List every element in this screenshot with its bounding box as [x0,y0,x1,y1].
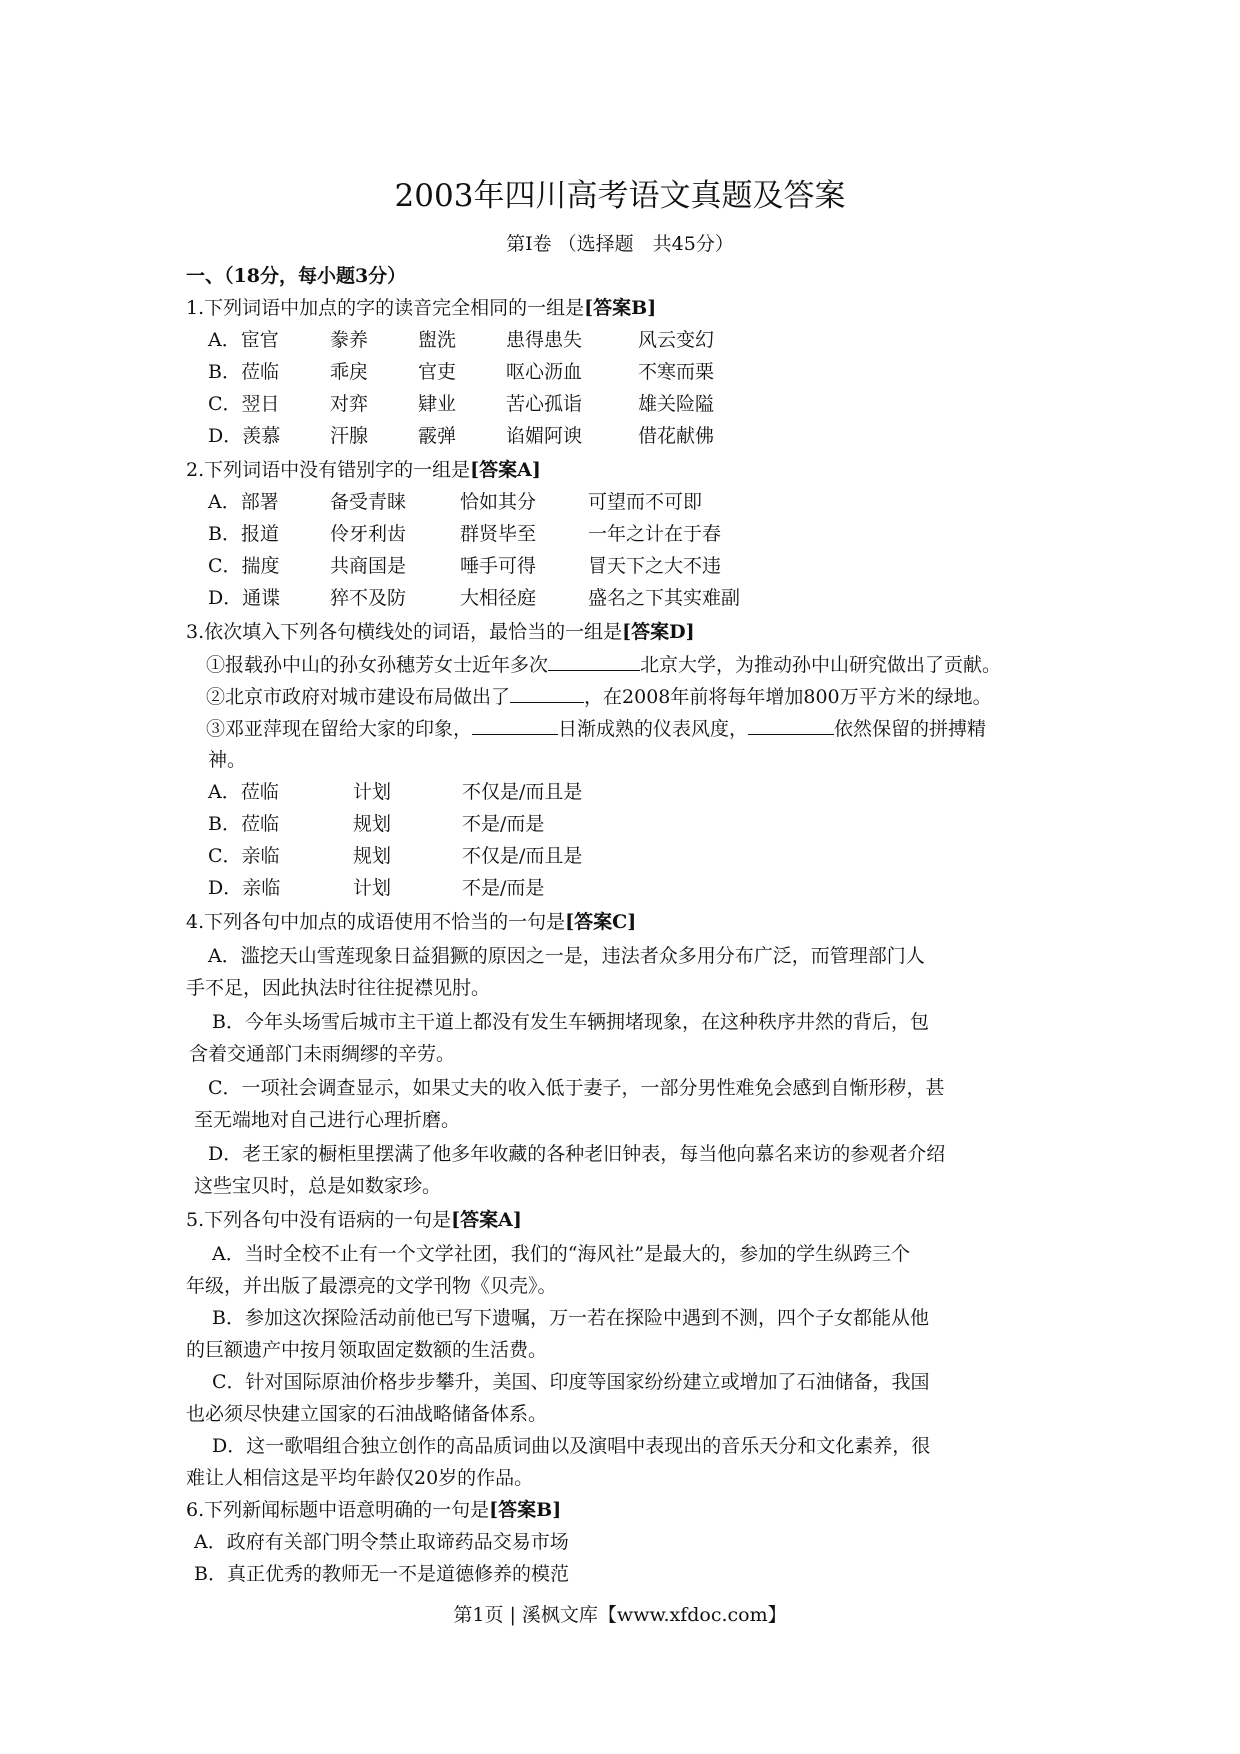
question-1-answer: [答案B] [584,297,657,319]
fill-blank [548,652,640,671]
question-4-option-a-line-1: A．滥挖天山雪莲现象日益猖獗的原因之一是，违法者众多用分布广泛，而管理部门人 [208,945,925,967]
question-4-stem: 4.下列各句中加点的成语使用不恰当的一句是[答案C] [186,911,637,933]
question-5-option-a-line-1: A．当时全校不止有一个文学社团，我们的“海风社”是最大的，参加的学生纵跨三个 [212,1243,911,1265]
question-4-answer: [答案C] [565,911,637,933]
question-4-option-d-line-2: 这些宝贝时，总是如数家珍。 [194,1175,442,1197]
page-footer: 第1页 | 溪枫文库【www.xfdoc.com】 [453,1604,787,1626]
question-4-option-b-line-1: B．今年头场雪后城市主干道上都没有发生车辆拥堵现象，在这种秩序井然的背后，包 [212,1011,929,1033]
question-4-option-c-line-1: C．一项社会调查显示，如果丈夫的收入低于妻子，一部分男性难免会感到自惭形秽，甚 [208,1077,945,1099]
question-5-answer: [答案A] [451,1209,522,1231]
fill-blank [748,716,834,735]
question-3-sentence-1: ①报载孙中山的孙女孙穗芳女士近年多次 北京大学，为推动孙中山研究做出了贡献。 [206,654,1002,676]
fill-blank [472,716,558,735]
question-5-stem: 5.下列各句中没有语病的一句是[答案A] [186,1209,522,1231]
question-3-sentence-2: ②北京市政府对城市建设布局做出了 ，在2008年前将每年增加800万平方米的绿地。 [206,686,992,708]
question-1-stem: 1.下列词语中加点的字的读音完全相同的一组是[答案B] [186,297,657,319]
question-2-stem: 2.下列词语中没有错别字的一组是[答案A] [186,459,541,481]
question-5-option-b-line-2: 的巨额遗产中按月领取固定数额的生活费。 [186,1339,548,1361]
section-heading: 一、（18分，每小题3分） [186,265,407,287]
question-5-option-c-line-2: 也必须尽快建立国家的石油战略储备体系。 [186,1403,548,1425]
question-3-sentence-3-continued: 神。 [208,749,247,771]
page-title: 2003年四川高考语文真题及答案 [394,178,846,214]
question-6-stem: 6.下列新闻标题中语意明确的一句是[答案B] [186,1499,562,1521]
question-2-answer: [答案A] [470,459,541,481]
question-4-option-d-line-1: D．老王家的橱柜里摆满了他多年收藏的各种老旧钟表，每当他向慕名来访的参观者介绍 [208,1143,946,1165]
question-4-option-b-line-2: 含着交通部门未雨绸缪的辛劳。 [189,1043,456,1065]
question-4-option-a-line-2: 手不足，因此执法时往往捉襟见肘。 [186,977,491,999]
question-5-option-c-line-1: C．针对国际原油价格步步攀升，美国、印度等国家纷纷建立或增加了石油储备，我国 [212,1371,930,1393]
fill-blank [510,684,584,703]
question-5-option-b-line-1: B．参加这次探险活动前他已写下遗嘱，万一若在探险中遇到不测，四个子女都能从他 [212,1307,929,1329]
question-3-sentence-3: ③邓亚萍现在留给大家的印象， 日渐成熟的仪表风度， 依然保留的拼搏精 [206,718,987,740]
question-6-answer: [答案B] [489,1499,562,1521]
question-5-option-d-line-1: D．这一歌唱组合独立创作的高品质词曲以及演唱中表现出的音乐天分和文化素养，很 [212,1435,931,1457]
question-3-answer: [答案D] [622,621,695,643]
document-page: 2003年四川高考语文真题及答案 第Ⅰ卷 （选择题 共45分） 一、（18分，每小题3分） 1.下列词语中加点的字的读音完全相同的一组是[答案B] A．宦官 豢养 盥洗 患得患失 风云变幻 B．莅临 乖戾 官吏 呕心沥血 不寒而栗 C．翌日 对弈 肄业 苦心孤诣 雄关险隘 D．羡慕 汗腺 霰弹 谄媚阿谀 借花献佛 2.下列词语中没有错别字的一组是[答案A] A．部署 备受青睐 恰如其分 可望而不可即 B．报道 伶牙利齿 群贤毕至 一年之计在于春 C．揣度 共商国是 唾手可得 冒天下之大不违 D．通谍 猝不及防 大相径庭 盛名之下其实难副 3.依次填入下列各句横线处的词语，最恰当的一组是[答案D] ①报载孙中山的孙女孙穗芳女士近年多次 北京大学，为推动孙中山研究做出了贡献。 ②北京市政府对城市建设布局做出了 ，在2008年前将每年增加800万平方米的绿地。 ③邓亚萍现在留给大家的印象， 日渐成熟的仪表风度， 依然保留的拼搏精 神。 A．莅临 计划 不仅是/而且是 B．莅临 规划 不是/而是 C．亲临 规划 不仅是/而且是 D．亲临 计划 不是/而是 4.下列各句中加点的成语使用不恰当的一句是[答案C] A．滥挖天山雪莲现象日益猖獗的原因之一是，违法者众多用分布广泛，而管理部门人 手不足，因此执法时往往捉襟见肘。 B．今年头场雪后城市主干道上都没有发生车辆拥堵现象，在这种秩序井然的背后，包 含着交通部门未雨绸缪的辛劳。 C．一项社会调查显示，如果丈夫的收入低于妻子，一部分男性难免会感到自惭形秽，甚 至无端地对自己进行心理折磨。 D．老王家的橱柜里摆满了他多年收藏的各种老旧钟表，每当他向慕名来访的参观者介绍 这些宝贝时，总是如数家珍。 5.下列各句中没有语病的一句是[答案A] A．当时全校不止有一个文学社团，我们的“海风社”是最大的，参加的学生纵跨三个 年级，并出版了最漂亮的文学刊物《贝壳》。 B．参加这次探险活动前他已写下遗嘱，万一若在探险中遇到不测，四个子女都能从他 的巨额遗产中按月领取固定数额的生活费。 C．针对国际原油价格步步攀升，美国、印度等国家纷纷建立或增加了石油储备，我国 也必须尽快建立国家的石油战略储备体系。 D．这一歌唱组合独立创作的高品质词曲以及演唱中表现出的音乐天分和文化素养，很 难让人相信这是平均年龄仅20岁的作品。 6.下列新闻标题中语意明确的一句是[答案B] A．政府有关部门明令禁止取谛药品交易市场 B．真正优秀的教师无一不是道德修养的模范 第1页 | 溪枫文库【www.xfdoc.com】 [0,0,1240,1754]
question-3-stem: 3.依次填入下列各句横线处的词语，最恰当的一组是[答案D] [186,621,695,643]
page-subtitle: 第Ⅰ卷 （选择题 共45分） [506,233,734,255]
question-4-option-c-line-2: 至无端地对自己进行心理折磨。 [194,1109,461,1131]
question-6-option-b: B．真正优秀的教师无一不是道德修养的模范 [194,1563,569,1585]
question-6-option-a: A．政府有关部门明令禁止取谛药品交易市场 [194,1531,569,1553]
question-5-option-d-line-2: 难让人相信这是平均年龄仅20岁的作品。 [186,1467,534,1489]
question-5-option-a-line-2: 年级，并出版了最漂亮的文学刊物《贝壳》。 [186,1275,557,1297]
